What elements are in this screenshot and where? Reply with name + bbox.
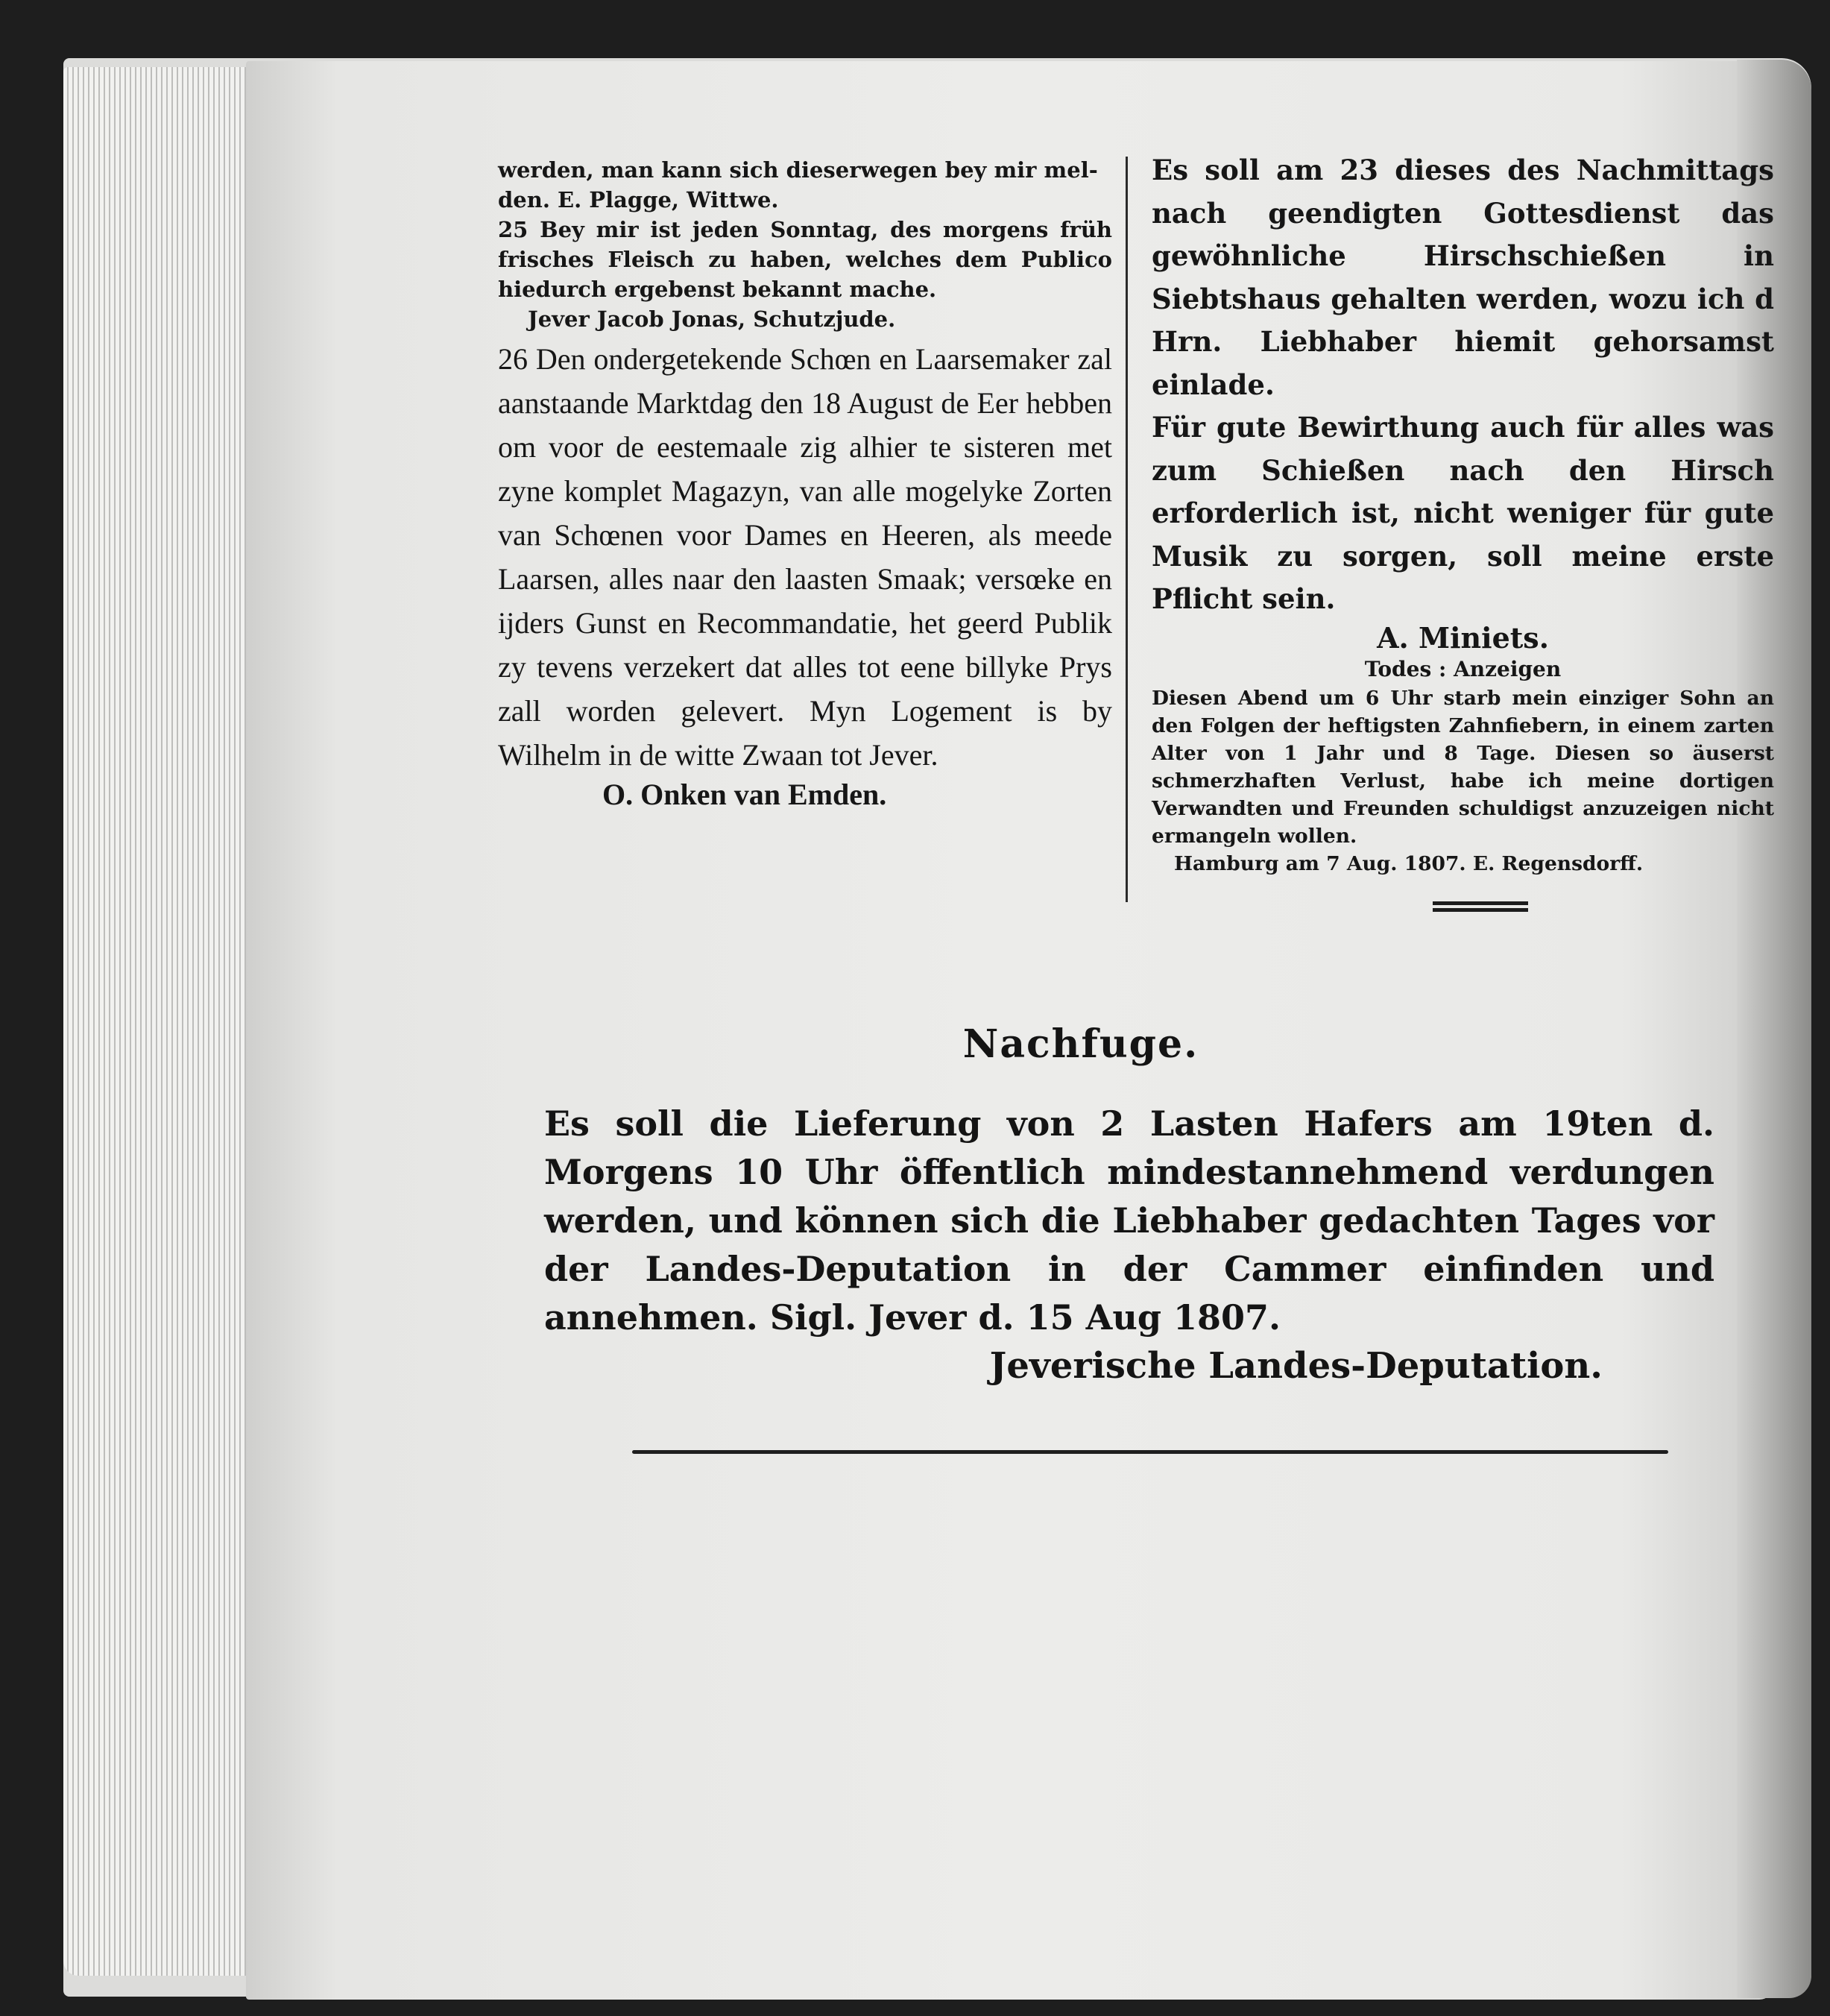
notice-26: 26 Den ondergetekende Schœn en Laarsemaker zal aanstaande Marktdag den 18 August de Eer hebben om voor de eestemaale zig alhier te sisteren met zyne komplet Magazyn, van alle mogelyke Zorten van Schœnen voor Dames en Heeren, als meede Laarsen, alles naar den laasten Smaak; versœke en ijders Gunst en Recommandatie, het geerd Publik zy tevens verzekert dat alles tot eene billyke Prys zall worden gelevert. Myn Logement is by Wilhelm in de witte Zwaan tot Jever. xyxy=(498,342,1112,772)
left-column xyxy=(498,155,1112,812)
closing-rule xyxy=(632,1450,1668,1454)
notice-27-continued: Für gute Bewirthung auch für alles was zum Schießen nach den Hirsch erforderlich ist, nicht weniger für gute Musik zu sorgen, soll meine erste Pflicht sein. xyxy=(1152,411,1774,615)
section-divider xyxy=(1433,898,1528,915)
notice-25: 25 Bey mir ist jeden Sonntag, des morgens früh frisches Fleisch zu haben, welches dem Publico hiedurch ergebenst bekannt mache. xyxy=(498,217,1112,302)
nachfuge-signature: Jeverische Landes-Deputation. xyxy=(989,1345,1603,1387)
death-notice-text: Diesen Abend um 6 Uhr starb mein einziger Sohn an den Folgen der heftigsten Zahnfiebern, in einem zarten Alter von 1 Jahr und 8 Tage. Diesen so äuserst schmerzhaften Verlust, habe ich meine dortigen Verwandten und Freunden schuldigst anzuzeigen nicht ermangeln wollen. xyxy=(1152,686,1774,848)
notice-27-signature: A. Miniets. xyxy=(1377,620,1549,655)
notice-24-line1: werden, man kann sich dieserwegen bey mir mel- xyxy=(498,157,1098,183)
notice-25-signature: Jever Jacob Jonas, Schutzjude. xyxy=(528,306,896,332)
notice-27: Es soll am 23 dieses des Nachmittags nach geendigten Gottesdienst das gewöhnliche Hirschschießen in Siebtshaus gehalten werden, wozu ich d Hrn. Liebhaber hiemit gehorsamst einlade. xyxy=(1152,154,1774,401)
notice-26-signature: O. Onken van Emden. xyxy=(602,778,887,811)
death-notice-heading: Todes : Anzeigen xyxy=(1364,656,1562,681)
notice-24-line2: den. E. Plagge, Wittwe. xyxy=(498,187,779,212)
nachfuge-title: Nachfuge. xyxy=(962,1021,1199,1067)
right-column xyxy=(1152,149,1774,878)
nachfuge-text: Es soll die Lieferung von 2 Lasten Hafers am 19ten d. Morgens 10 Uhr öffentlich mindestannehmend verdungen werden, und können sich die Liebhaber gedachten Tages vor der Landes-Deputation in der Cammer einfinden und annehmen. Sigl. Jever d. 15 Aug 1807. xyxy=(544,1103,1714,1338)
death-notice-signature: Hamburg am 7 Aug. 1807. E. Regensdorff. xyxy=(1174,851,1644,875)
page-edges xyxy=(63,67,257,1976)
column-divider xyxy=(1126,157,1128,902)
nachfuge-notice xyxy=(544,1100,1714,1390)
